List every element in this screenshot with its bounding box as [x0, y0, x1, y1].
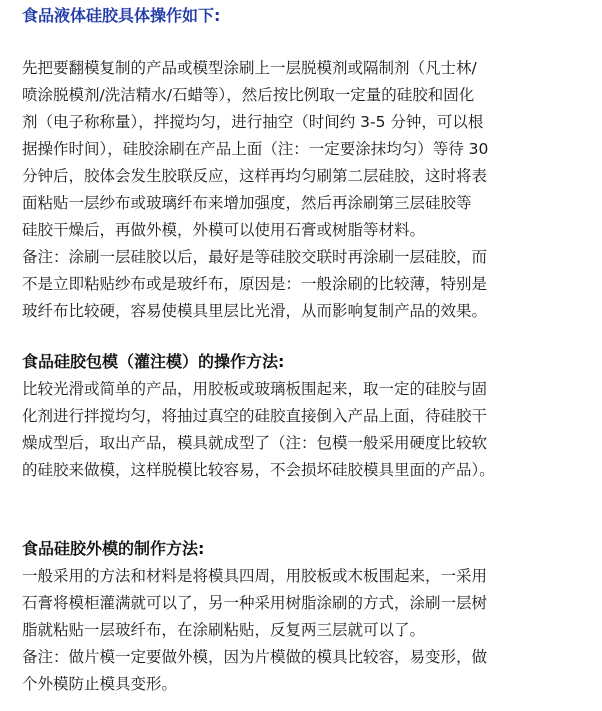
section2-line: 的硅胶来做模，这样脱模比较容易，不会损坏硅胶模具里面的产品）。 [22, 461, 495, 479]
section1-line: 分钟后，胶体会发生胶联反应，这样再均匀刷第二层硅胶，这时将表 [22, 167, 488, 185]
section3-line: 脂就粘贴一层玻纤布，在涂刷粘贴，反复两三层就可以了。 [22, 621, 426, 639]
section3-title: 食品硅胶外模的制作方法: [22, 539, 205, 558]
section1-line: 面粘贴一层纱布或玻璃纤布来增加强度，然后再涂刷第三层硅胶等 [22, 194, 472, 212]
section2-title: 食品硅胶包模（灌注模）的操作方法: [22, 352, 285, 371]
section3-line: 一般采用的方法和材料是将模具四周，用胶板或木板围起来，一采用 [22, 567, 488, 585]
section1-note-line: 玻纤布比较硬，容易使模具里层比光滑，从而影响复制产品的效果。 [22, 302, 488, 320]
section2-line: 比较光滑或简单的产品，用胶板或玻璃板围起来，取一定的硅胶与固 [22, 380, 488, 398]
section2-line: 化剂进行拌搅均匀，将抽过真空的硅胶直接倒入产品上面，待硅胶干 [22, 407, 488, 425]
section1-line: 剂（电子称称量），拌搅均匀，进行抽空（时间约 3-5 分钟，可以根 [22, 113, 484, 131]
section1-line: 据操作时间），硅胶涂刷在产品上面（注：一定要涂抹均匀）等待 30 [22, 140, 489, 158]
section3-note-line: 备注：做片模一定要做外模，因为片模做的模具比较容，易变形，做 [22, 648, 488, 666]
section1-line: 先把要翻模复制的产品或模型涂刷上一层脱模剂或隔制剂（凡士林/ [22, 59, 477, 77]
section3-note-line: 个外模防止模具变形。 [22, 675, 178, 693]
section1-line: 硅胶干燥后，再做外模，外模可以使用石膏或树脂等材料。 [22, 221, 426, 239]
section3-line: 石膏将模柜灌满就可以了，另一种采用树脂涂刷的方式，涂刷一层树 [22, 594, 488, 612]
section1-note-line: 备注：涂刷一层硅胶以后，最好是等硅胶交联时再涂刷一层硅胶，而 [22, 248, 488, 266]
section1-note-line: 不是立即粘贴纱布或是玻纤布，原因是：一般涂刷的比较薄，特别是 [22, 275, 488, 293]
section1-line: 喷涂脱模剂/洗洁精水/石蜡等），然后按比例取一定量的硅胶和固化 [22, 86, 475, 104]
section2-line: 燥成型后，取出产品，模具就成型了（注：包模一般采用硬度比较软 [22, 434, 488, 452]
section1-title: 食品液体硅胶具体操作如下: [22, 6, 221, 25]
